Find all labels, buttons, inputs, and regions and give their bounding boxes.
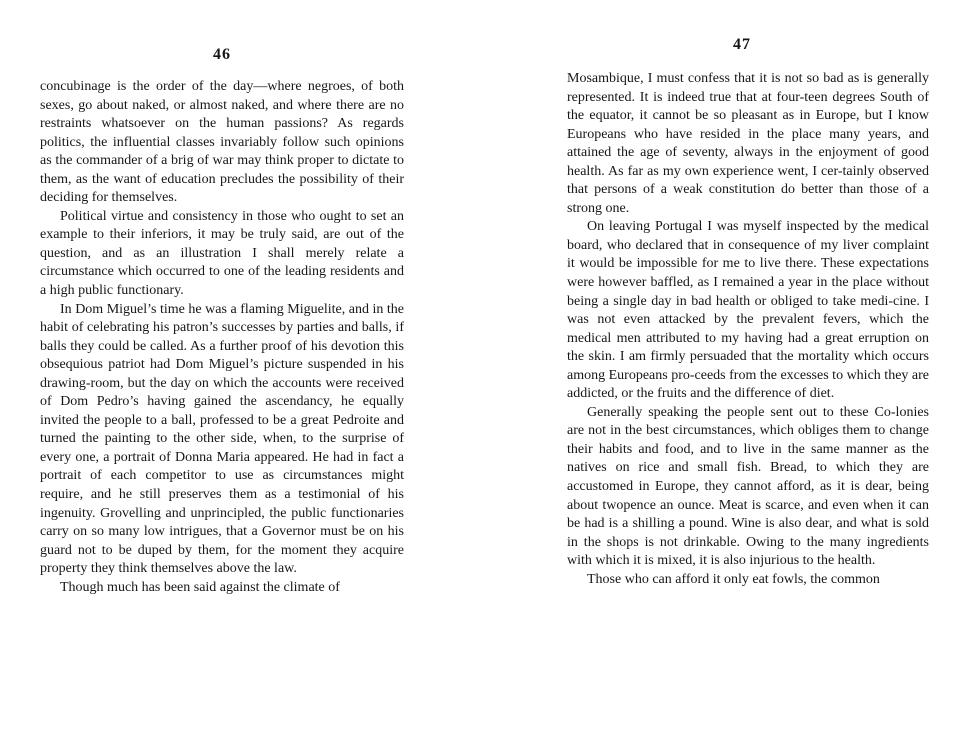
left-paragraph-2: Political virtue and consistency in those who ought to set an example to their inferiors, it may be truly said, are out of the question, and as an illustration I shall merely relate a circumstance which occurred to one of the leading residents and a high public functionary.	[40, 208, 404, 299]
right-paragraph-1: Mosambique, I must confess that it is not so bad as is generally represented. It is indeed true that at four-teen degrees South of the equator, it cannot be so pleasant as in Europe, but I know Europeans who have resided in the place many years, and attained the age of seventy, always in the enjoyment of good health. As far as my own experience went, I cer-tainly observed that persons of a weak constitution do better than those of a strong one.	[567, 71, 929, 216]
right-page-text	[567, 70, 929, 589]
right-paragraph-4: Those who can afford it only eat fowls, the common	[587, 571, 880, 587]
right-paragraph-3: Generally speaking the people sent out to these Co-lonies are not in the best circumstances, which obliges them to change their habits and food, and to live in the same manner as the natives on rice and small fish. Bread, to which they are accustomed in Europe, they cannot afford, as it is dear, being about twopence an ounce. Meat is scarce, and even when it can be had is a shilling a pound. Wine is also dear, and what is sold in the shops is not drinkable. Owing to the many ingredients with which it is mixed, it is also injurious to the health.	[567, 404, 929, 569]
right-paragraph-2: On leaving Portugal I was myself inspected by the medical board, who declared that in consequence of my liver complaint it would be impossible for me to live there. These expectations were however baffled, as I remained a year in the place without being a single day in bad health or obliged to take medi-cine. I was not even attacked by the prevalent fevers, which the medical men attributed to my having had a great erruption on the skin. I am firmly persuaded that the mortality which occurs among Europeans pro-ceeds from the excesses to which they are addicted, or the fruits and the difference of diet.	[567, 219, 929, 402]
left-paragraph-4: Though much has been said against the climate of	[60, 579, 340, 595]
left-paragraph-1: concubinage is the order of the day—where negroes, of both sexes, go about naked, or almost naked, and where there are no restraints whatsoever on the human passions? As regards politics, the influential classes invariably follow such opinions as the commander of a brig of war may think proper to dictate to them, as the want of education precludes the possibility of their deciding for themselves.	[40, 79, 404, 206]
left-page-text	[40, 78, 404, 597]
page-number-right: 47	[733, 36, 751, 53]
page-number-left: 46	[213, 46, 231, 63]
right-page	[490, 0, 980, 735]
left-paragraph-3: In Dom Miguel’s time he was a flaming Miguelite, and in the habit of celebrating his patron’s successes by parties and balls, if balls they could be called. As a further proof of his devotion this obsequious patriot had Dom Miguel’s picture suspended in his drawing-room, but the day on which the accounts were received of Dom Pedro’s having gained the ascendancy, he equally invited the people to a ball, professed to be a great Pedroite and turned the painting to the other side, when, to the surprise of every one, a portrait of Donna Maria appeared. He had in fact a portrait of each competitor to use as circumstances might require, and he still preserves them as a testimonial of his ingenuity. Grovelling and unprincipled, the public functionaries carry on so many low intrigues, that a Governor must be on his guard not to be duped by them, for the moment they acquire property they think themselves above the law.	[40, 301, 404, 577]
